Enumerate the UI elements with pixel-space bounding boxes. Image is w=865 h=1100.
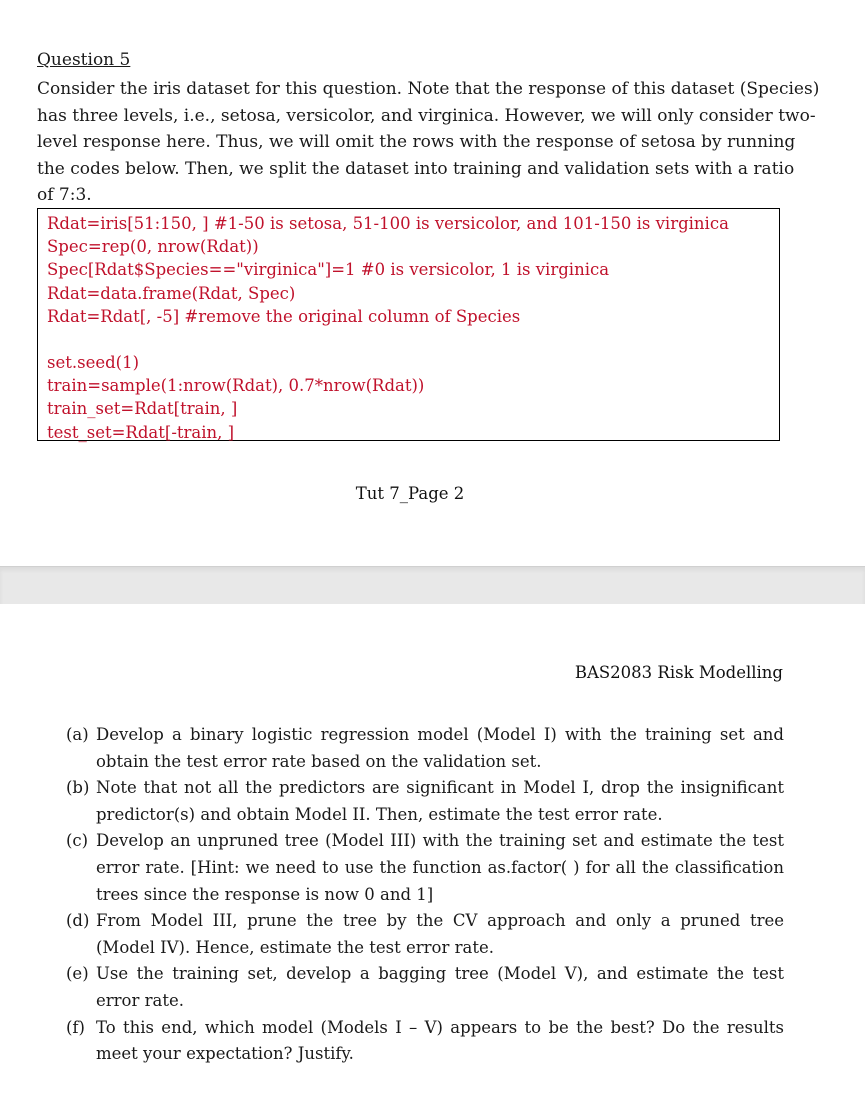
part-text: Develop an unpruned tree (Model III) with the training set and estimate the test error rate. [Hint: we need to use the function as.factor( ) for all the classification trees since the response is now 0 and 1] [96,831,784,904]
part-label: (d) [66,911,90,931]
part-text: Use the training set, develop a bagging tree (Model V), and estimate the test error rate. [96,964,784,1010]
intro-line: level response here. Thus, we will omit the rows with the response of setosa by running [37,132,796,153]
question-part [66,961,784,1014]
intro-line: Consider the iris dataset for this question. Note that the response of this dataset (Species) [37,79,820,99]
part-label: (b) [66,778,90,798]
question-parts [66,722,784,1068]
part-label: (f) [66,1017,85,1037]
intro-line: of 7:3. [37,185,92,206]
code-line: Spec[Rdat$Species=="virginica"]=1 #0 is versicolor, 1 is virginica [47,260,610,280]
part-text: To this end, which model (Models I – V) appears to be the best? Do the results meet your expectation? Justify. [96,1017,784,1064]
page-separator [0,566,865,605]
part-text: From Model III, prune the tree by the CV approach and only a pruned tree (Model IV). Hence, estimate the test error rate. [96,911,784,957]
part-text: Note that not all the predictors are significant in Model I, drop the insignificant predictor(s) and obtain Model II. Then, estimate the test error rate. [96,778,784,824]
code-line: Spec=rep(0, nrow(Rdat)) [47,237,259,257]
intro-line: the codes below. Then, we split the dataset into training and validation sets with a ratio [37,158,795,179]
code-line: train=sample(1:nrow(Rdat), 0.7*nrow(Rdat)) [47,376,425,396]
page-header: BAS2083 Risk Modelling [574,663,783,682]
intro-line: has three levels, i.e., setosa, versicolor, and virginica. However, we will only consider two- [37,105,816,126]
code-line: set.seed(1) [47,353,140,373]
code-line: Rdat=Rdat[, -5] #remove the original column of Species [47,306,521,326]
code-box [37,208,780,441]
part-label: (e) [66,964,89,984]
question-part [66,722,784,775]
code-line: Rdat=data.frame(Rdat, Spec) [47,283,296,303]
question-intro [37,76,820,209]
question-part [66,775,784,828]
code-line: test_set=Rdat[-train, ] [47,422,235,442]
question-part [66,908,784,961]
question-part [66,1015,784,1068]
part-label: (c) [66,831,89,851]
code-line: Rdat=iris[51:150, ] #1-50 is setosa, 51-100 is versicolor, and 101-150 is virginica [47,214,729,233]
part-text: Develop a binary logistic regression model (Model I) with the training set and obtain the test error rate based on the validation set. [96,725,784,771]
code-spacer [47,328,779,351]
part-label: (a) [66,725,89,744]
page-footer: Tut 7_Page 2 [355,484,465,503]
question-part [66,828,784,908]
code-line: train_set=Rdat[train, ] [47,399,238,419]
question-title: Question 5 [37,50,131,70]
